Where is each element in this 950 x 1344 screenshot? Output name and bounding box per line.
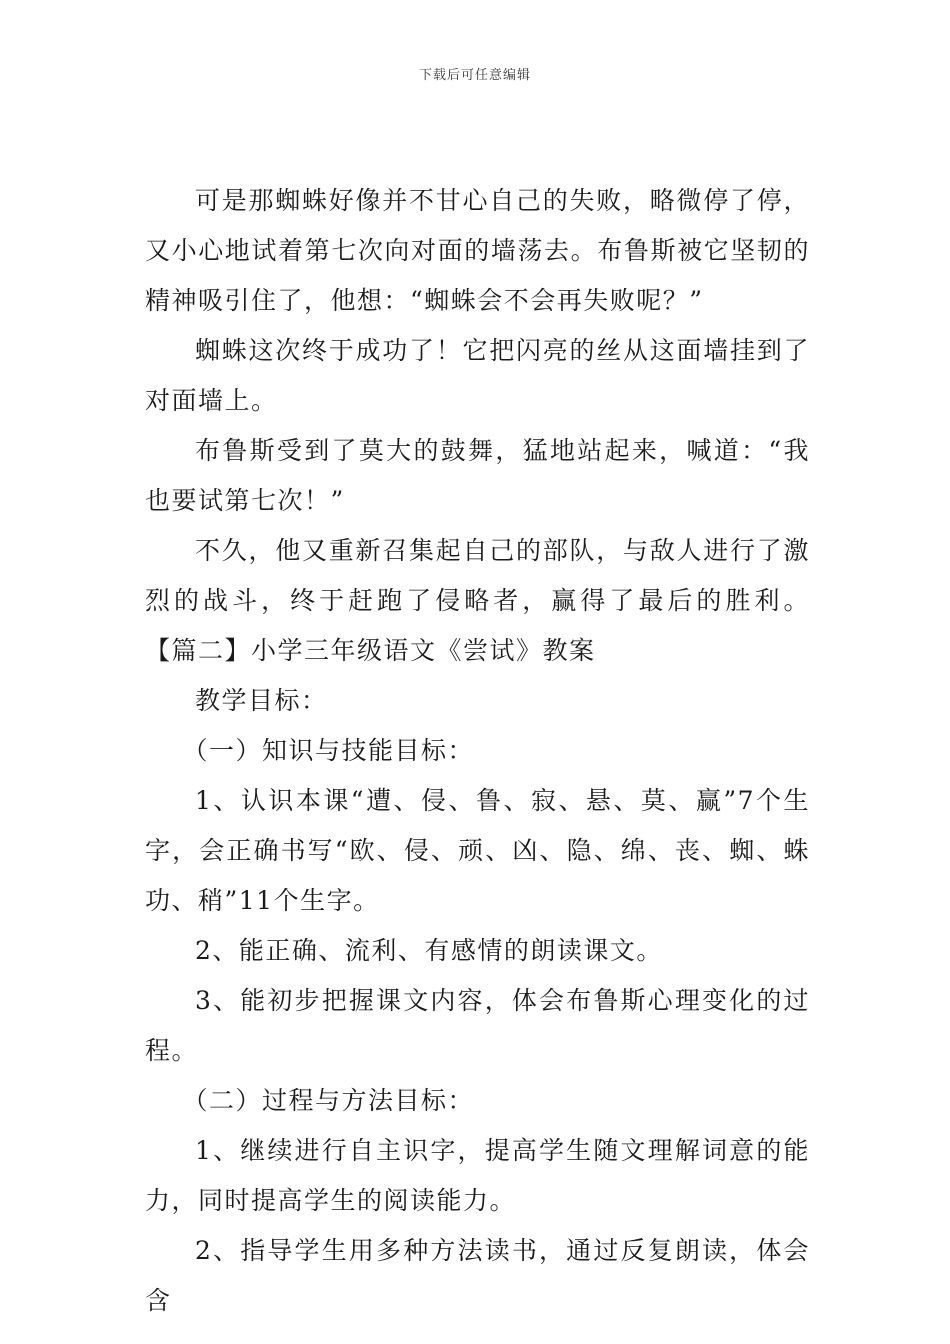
- paragraph-spider-success: 蜘蛛这次终于成功了！它把闪亮的丝从这面墙挂到了对面墙上。: [145, 336, 810, 415]
- goal-item-3-understanding: 3、能初步把握课文内容，体会布鲁斯心理变化的过程。: [145, 986, 810, 1065]
- goal-item-2-reading: 2、能正确、流利、有感情的朗读课文。: [195, 936, 663, 965]
- heading-process-method-goals: （二）过程与方法目标：: [182, 1086, 475, 1115]
- page-header-note: 下载后可任意编辑: [418, 68, 531, 83]
- heading-knowledge-skill-goals: （一）知识与技能目标：: [182, 736, 475, 765]
- paragraph-spider-seventh-try: 可是那蜘蛛好像并不甘心自己的失败，略微停了停，又小心地试着第七次向对面的墙荡去。布鲁斯被它坚韧的精神吸引住了，他想：“蜘蛛会不会再失败呢？”: [145, 186, 810, 315]
- heading-teaching-goals: 教学目标：: [195, 686, 328, 715]
- method-item-2-reading-methods: 2、指导学生用多种方法读书，通过反复朗读，体会含: [145, 1236, 810, 1315]
- method-item-1-self-study: 1、继续进行自主识字，提高学生随文理解词意的能力，同时提高学生的阅读能力。: [145, 1136, 810, 1215]
- paragraph-victory-and-section-title: 不久，他又重新召集起自己的部队，与敌人进行了激烈的战斗，终于赶跑了侵略者，赢得了最后的胜利。 【篇二】小学三年级语文《尝试》教案: [145, 536, 810, 665]
- document-body: [145, 176, 810, 1326]
- goal-item-1-characters: 1、认识本课“遭、侵、鲁、寂、悬、莫、赢”7个生字，会正确书写“欧、侵、顽、凶、隐、绵、丧、蜘、蛛功、稍”11个生字。: [145, 786, 810, 915]
- paragraph-bruce-inspired: 布鲁斯受到了莫大的鼓舞，猛地站起来，喊道：“我也要试第七次！”: [145, 436, 810, 515]
